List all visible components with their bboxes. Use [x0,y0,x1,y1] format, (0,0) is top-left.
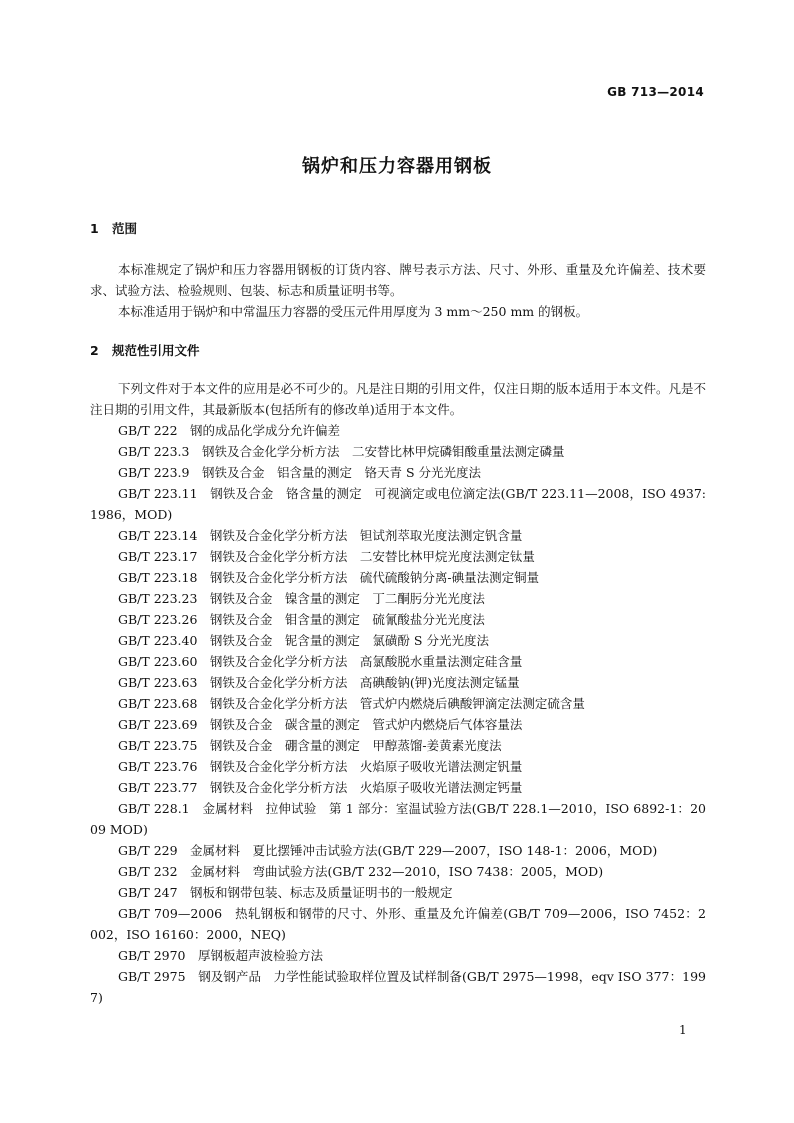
reference-item: GB/T 228.1 金属材料 拉伸试验 第 1 部分：室温试验方法(GB/T 228.1—2010，ISO 6892-1：2009 MOD) [90,801,706,837]
standard-code: GB 713—2014 [607,85,704,99]
references-intro: 下列文件对于本文件的应用是必不可少的。凡是注日期的引用文件，仅注日期的版本适用于本文件。凡是不注日期的引用文件，其最新版本(包括所有的修改单)适用于本文件。 [90,381,706,417]
scope-paragraph: 本标准适用于锅炉和中常温压力容器的受压元件用厚度为 3 mm～250 mm 的钢板。 [118,304,589,319]
section-title: 规范性引用文件 [112,343,200,358]
reference-item: GB/T 223.26 钢铁及合金 钼含量的测定 硫氰酸盐分光光度法 [118,612,485,627]
document-body [90,219,706,1008]
document-title: 锅炉和压力容器用钢板 [302,156,492,177]
reference-item: GB/T 223.11 钢铁及合金 铬含量的测定 可视滴定或电位滴定法(GB/T 223.11—2008，ISO 4937:1986，MOD) [90,486,706,522]
reference-item: GB/T 223.76 钢铁及合金化学分析方法 火焰原子吸收光谱法测定钒量 [118,759,523,774]
reference-item: GB/T 223.17 钢铁及合金化学分析方法 二安替比林甲烷光度法测定钛量 [118,549,535,564]
section-heading-normative-references [90,341,706,361]
reference-item: GB/T 223.23 钢铁及合金 镍含量的测定 丁二酮肟分光光度法 [118,591,485,606]
reference-item: GB/T 223.9 钢铁及合金 铝含量的测定 铬天青 S 分光光度法 [118,465,481,480]
reference-item: GB/T 223.69 钢铁及合金 碳含量的测定 管式炉内燃烧后气体容量法 [118,717,523,732]
section-heading-scope [90,219,706,239]
reference-item: GB/T 247 钢板和钢带包装、标志及质量证明书的一般规定 [118,885,453,900]
reference-item: GB/T 223.3 钢铁及合金化学分析方法 二安替比林甲烷磷钼酸重量法测定磷量 [118,444,565,459]
reference-item: GB/T 223.40 钢铁及合金 铌含量的测定 氯磺酚 S 分光光度法 [118,633,489,648]
reference-item: GB/T 223.18 钢铁及合金化学分析方法 硫代硫酸钠分离-碘量法测定铜量 [118,570,540,585]
reference-item: GB/T 223.77 钢铁及合金化学分析方法 火焰原子吸收光谱法测定钙量 [118,780,523,795]
page-number: 1 [679,1023,687,1037]
reference-item: GB/T 2970 厚钢板超声波检验方法 [118,948,324,963]
section-title: 范围 [112,221,138,236]
reference-item: GB/T 223.14 钢铁及合金化学分析方法 钽试剂萃取光度法测定钒含量 [118,528,523,543]
reference-item: GB/T 229 金属材料 夏比摆锤冲击试验方法(GB/T 229—2007，ISO 148-1：2006，MOD) [118,843,658,858]
reference-item: GB/T 2975 钢及钢产品 力学性能试验取样位置及试样制备(GB/T 2975—1998，eqv ISO 377：1997) [90,969,706,1005]
reference-item: GB/T 223.60 钢铁及合金化学分析方法 高氯酸脱水重量法测定硅含量 [118,654,523,669]
reference-item: GB/T 223.68 钢铁及合金化学分析方法 管式炉内燃烧后碘酸钾滴定法测定硫含量 [118,696,585,711]
section-number: 2 [90,343,99,358]
reference-list [90,420,706,1008]
reference-item: GB/T 709—2006 热轧钢板和钢带的尺寸、外形、重量及允许偏差(GB/T 709—2006，ISO 7452：2002，ISO 16160：2000，NEQ) [90,906,706,942]
reference-item: GB/T 223.75 钢铁及合金 硼含量的测定 甲醇蒸馏-姜黄素光度法 [118,738,502,753]
reference-item: GB/T 223.63 钢铁及合金化学分析方法 高碘酸钠(钾)光度法测定锰量 [118,675,520,690]
section-number: 1 [90,221,99,236]
reference-item: GB/T 222 钢的成品化学成分允许偏差 [118,423,341,438]
scope-paragraph: 本标准规定了锅炉和压力容器用钢板的订货内容、牌号表示方法、尺寸、外形、重量及允许偏差、技术要求、试验方法、检验规则、包装、标志和质量证明书等。 [90,262,706,298]
reference-item: GB/T 232 金属材料 弯曲试验方法(GB/T 232—2010，ISO 7438：2005，MOD) [118,864,604,879]
